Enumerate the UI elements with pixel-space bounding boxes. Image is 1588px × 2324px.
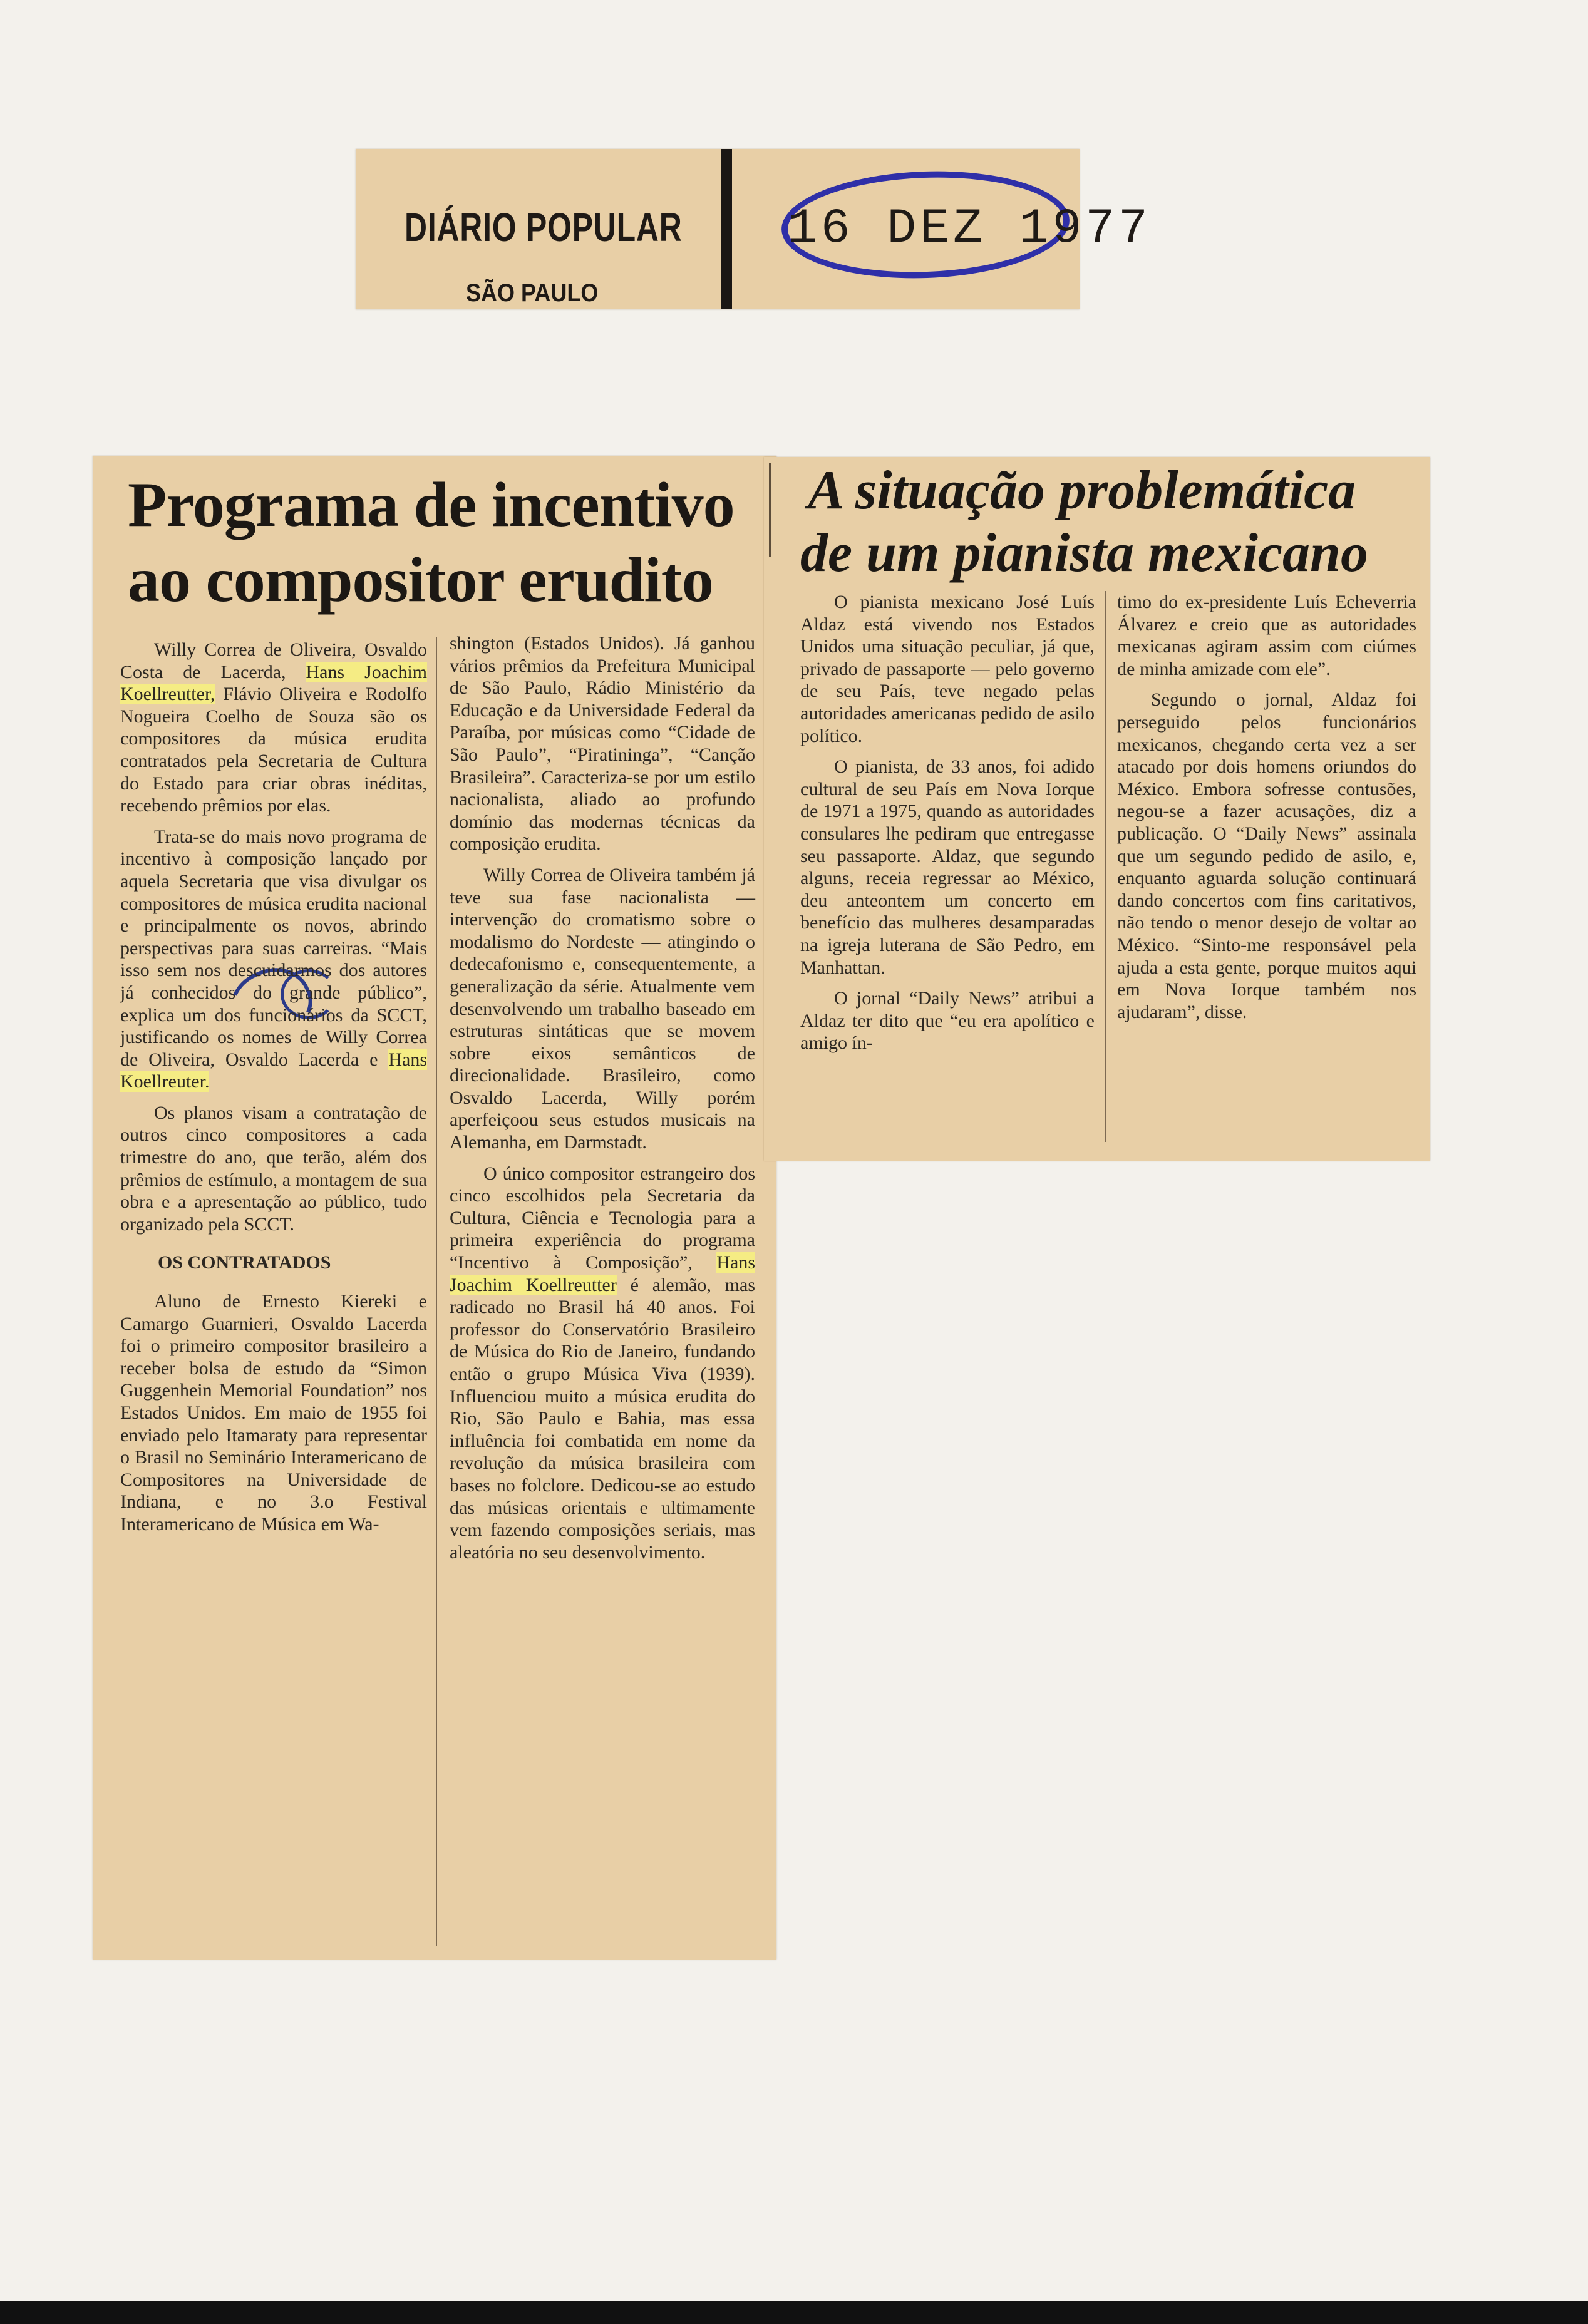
paragraph: O jornal “Daily News” atribui a Aldaz ter dito que “eu era apolítico e amigo ín- — [800, 988, 1095, 1054]
article2-column-1 — [800, 591, 1095, 1063]
paragraph: Willy Correa de Oliveira também já teve sua fase nacionalista — intervenção do cromatismo sobre o modalismo do Nordeste — atingindo o dedecafonismo e, consequentemente, a generalização da série. Atualmente vem desenvolvendo um trabalho baseado em estruturas sintáticas que se movem sobre eixos semânticos de direcionalidade. Brasileiro, como Osvaldo Lacerda, Willy porém aperfeiçoou seus estudos musicais na Alemanha, em Darmstadt. — [450, 864, 755, 1153]
article2-column-2 — [1117, 591, 1416, 1032]
highlighted-name: Hans Koellreuter. — [120, 1049, 427, 1093]
section-subhead: OS CONTRATADOS — [158, 1252, 331, 1273]
paragraph: timo do ex-presidente Luís Echeverria Álvarez e creio que as autoridades mexicanas agiram assim com ciúmes de minha amizade com ele”. — [1117, 592, 1416, 679]
column-rule — [436, 637, 437, 1946]
paragraph: Aluno de Ernesto Kiereki e Camargo Guarnieri, Osvaldo Lacerda foi o primeiro compositor brasileiro a receber bolsa de estudo da “Simon Guggenhein Memorial Foundation” nos Estados Unidos. Em maio de 1955 foi enviado pelo Itamaraty para representar o Brasil no Seminário Interamericano de Compositores na Universidade de Indiana, e no 3.o Festival Interamericano de Música em Wa- — [120, 1291, 427, 1535]
paragraph: Os planos visam a contratação de outros cinco compositores a cada trimestre do ano, que terão, além dos prêmios de estímulo, a montagem de sua obra e a apresentação ao público, tudo organizado pela SCCT. — [120, 1102, 427, 1235]
article-compositor-erudito — [93, 456, 776, 1960]
paragraph — [120, 639, 427, 817]
paragraph: shington (Estados Unidos). Já ganhou vários prêmios da Prefeitura Municipal de São Paulo, Rádio Ministério da Educação e da Universidade Federal da Paraíba, por músicas como “Cidade de São Paulo”, “Piratininga”, “Canção Brasileira”. Caracteriza-se por um estilo nacionalista, aliado ao profundo domínio das modernas técnicas da composição erudita. — [450, 633, 755, 855]
paragraph: O pianista, de 33 anos, foi adido cultural de seu País em Nova Iorque de 1971 a 1975, quando as autoridades consulares lhe pediram que entregasse seu passaporte. Aldaz, que segundo alguns, receia regressar ao México, deu anteontem um concerto em benefício das mulheres desamparadas na igreja luterana de São Pedro, em Manhattan. — [800, 756, 1095, 978]
scan-edge — [0, 2301, 1588, 2324]
paragraph: Segundo o jornal, Aldaz foi perseguido pelos funcionários mexicanos, chegando certa vez a ser atacado por dois homens oriundos do México. Embora sofresse contusões, negou-se a fazer acusações, diz a publicação. O “Daily News” assinala que um segundo pedido de asilo, e, enquanto aguarda solução continuará dando concertos com fins caritativos, não tendo o menor desejo de voltar ao México. “Sinto-me responsável pela ajuda a esta gente, porque muitos aqui em Nova Iorque também nos ajudaram”, disse. — [1117, 689, 1416, 1022]
paragraph: O pianista mexicano José Luís Aldaz está vivendo nos Estados Unidos uma situação peculiar, já que, privado de passaporte — pelo governo de seu País, teve negado pelas autoridades americanas pedido de asilo político. — [800, 592, 1095, 746]
highlighted-name: Hans Joachim Koellreutter — [450, 1252, 755, 1295]
article-pianista-mexicano — [764, 457, 1430, 1161]
article1-column-2 — [450, 632, 755, 1572]
masthead-clipping — [356, 149, 1152, 309]
article1-headline-line2: ao compositor erudito — [128, 545, 713, 615]
text-run: Flávio Oliveira e Rodolfo Nogueira Coelho de Souza são os compositores da música erudita contratados pela Secretaria de Cultura do Estado para criar obras inéditas, recebendo prêmios por elas. — [120, 684, 427, 816]
column-rule — [1105, 591, 1106, 1142]
article-separator-rule — [769, 463, 771, 557]
article2-headline-line1: A situação problemática — [808, 460, 1356, 521]
date-stamp-text: 16 DEZ 1977 — [788, 202, 1152, 257]
article1-column-1 — [120, 639, 427, 1545]
paragraph — [450, 1163, 755, 1564]
paragraph — [120, 826, 427, 1093]
newspaper-name: DIÁRIO POPULAR — [405, 205, 683, 250]
text-run: O único compositor estrangeiro dos cinco escolhidos pela Secretaria da Cultura, Ciência e Tecnologia para a primeira experiência do programa “Incentivo à Composição”, — [450, 1163, 755, 1273]
highlighted-name: Hans Joachim Koellreutter, — [120, 661, 427, 705]
article2-headline-line2: de um pianista mexicano — [800, 523, 1368, 584]
newspaper-city: SÃO PAULO — [466, 279, 599, 307]
text-run: Willy Correa de Oliveira, Osvaldo Costa de Lacerda, — [120, 639, 427, 682]
article1-headline-line1: Programa de incentivo — [128, 470, 735, 540]
text-run: Trata-se do mais novo programa de incentivo à composição lançado por aquela Secretaria que visa divulgar os compositores de música erudita nacional e principalmente os novos, abrindo perspectivas para suas carreiras. “Mais isso sem nos descuidarmos dos autores já conhecidos do grande público”, explica um dos funcionários da SCCT, justificando os nomes de Willy Correa de Oliveira, Osvaldo Lacerda e — [120, 826, 427, 1070]
text-run: é alemão, mas radicado no Brasil há 40 anos. Foi professor do Conservatório Brasileiro de Música do Rio de Janeiro, fundando então o grupo Música Viva (1939). Influenciou muito a música erudita do Rio, São Paulo e Bahia, mas essa influência foi combatida em nome da revolução da música brasileira com bases no folclore. Dedicou-se ao estudo das músicas orientais e ultimamente vem fazendo composições seriais, mas aleatória no seu desenvolvimento. — [450, 1274, 755, 1563]
masthead-divider — [721, 149, 732, 309]
